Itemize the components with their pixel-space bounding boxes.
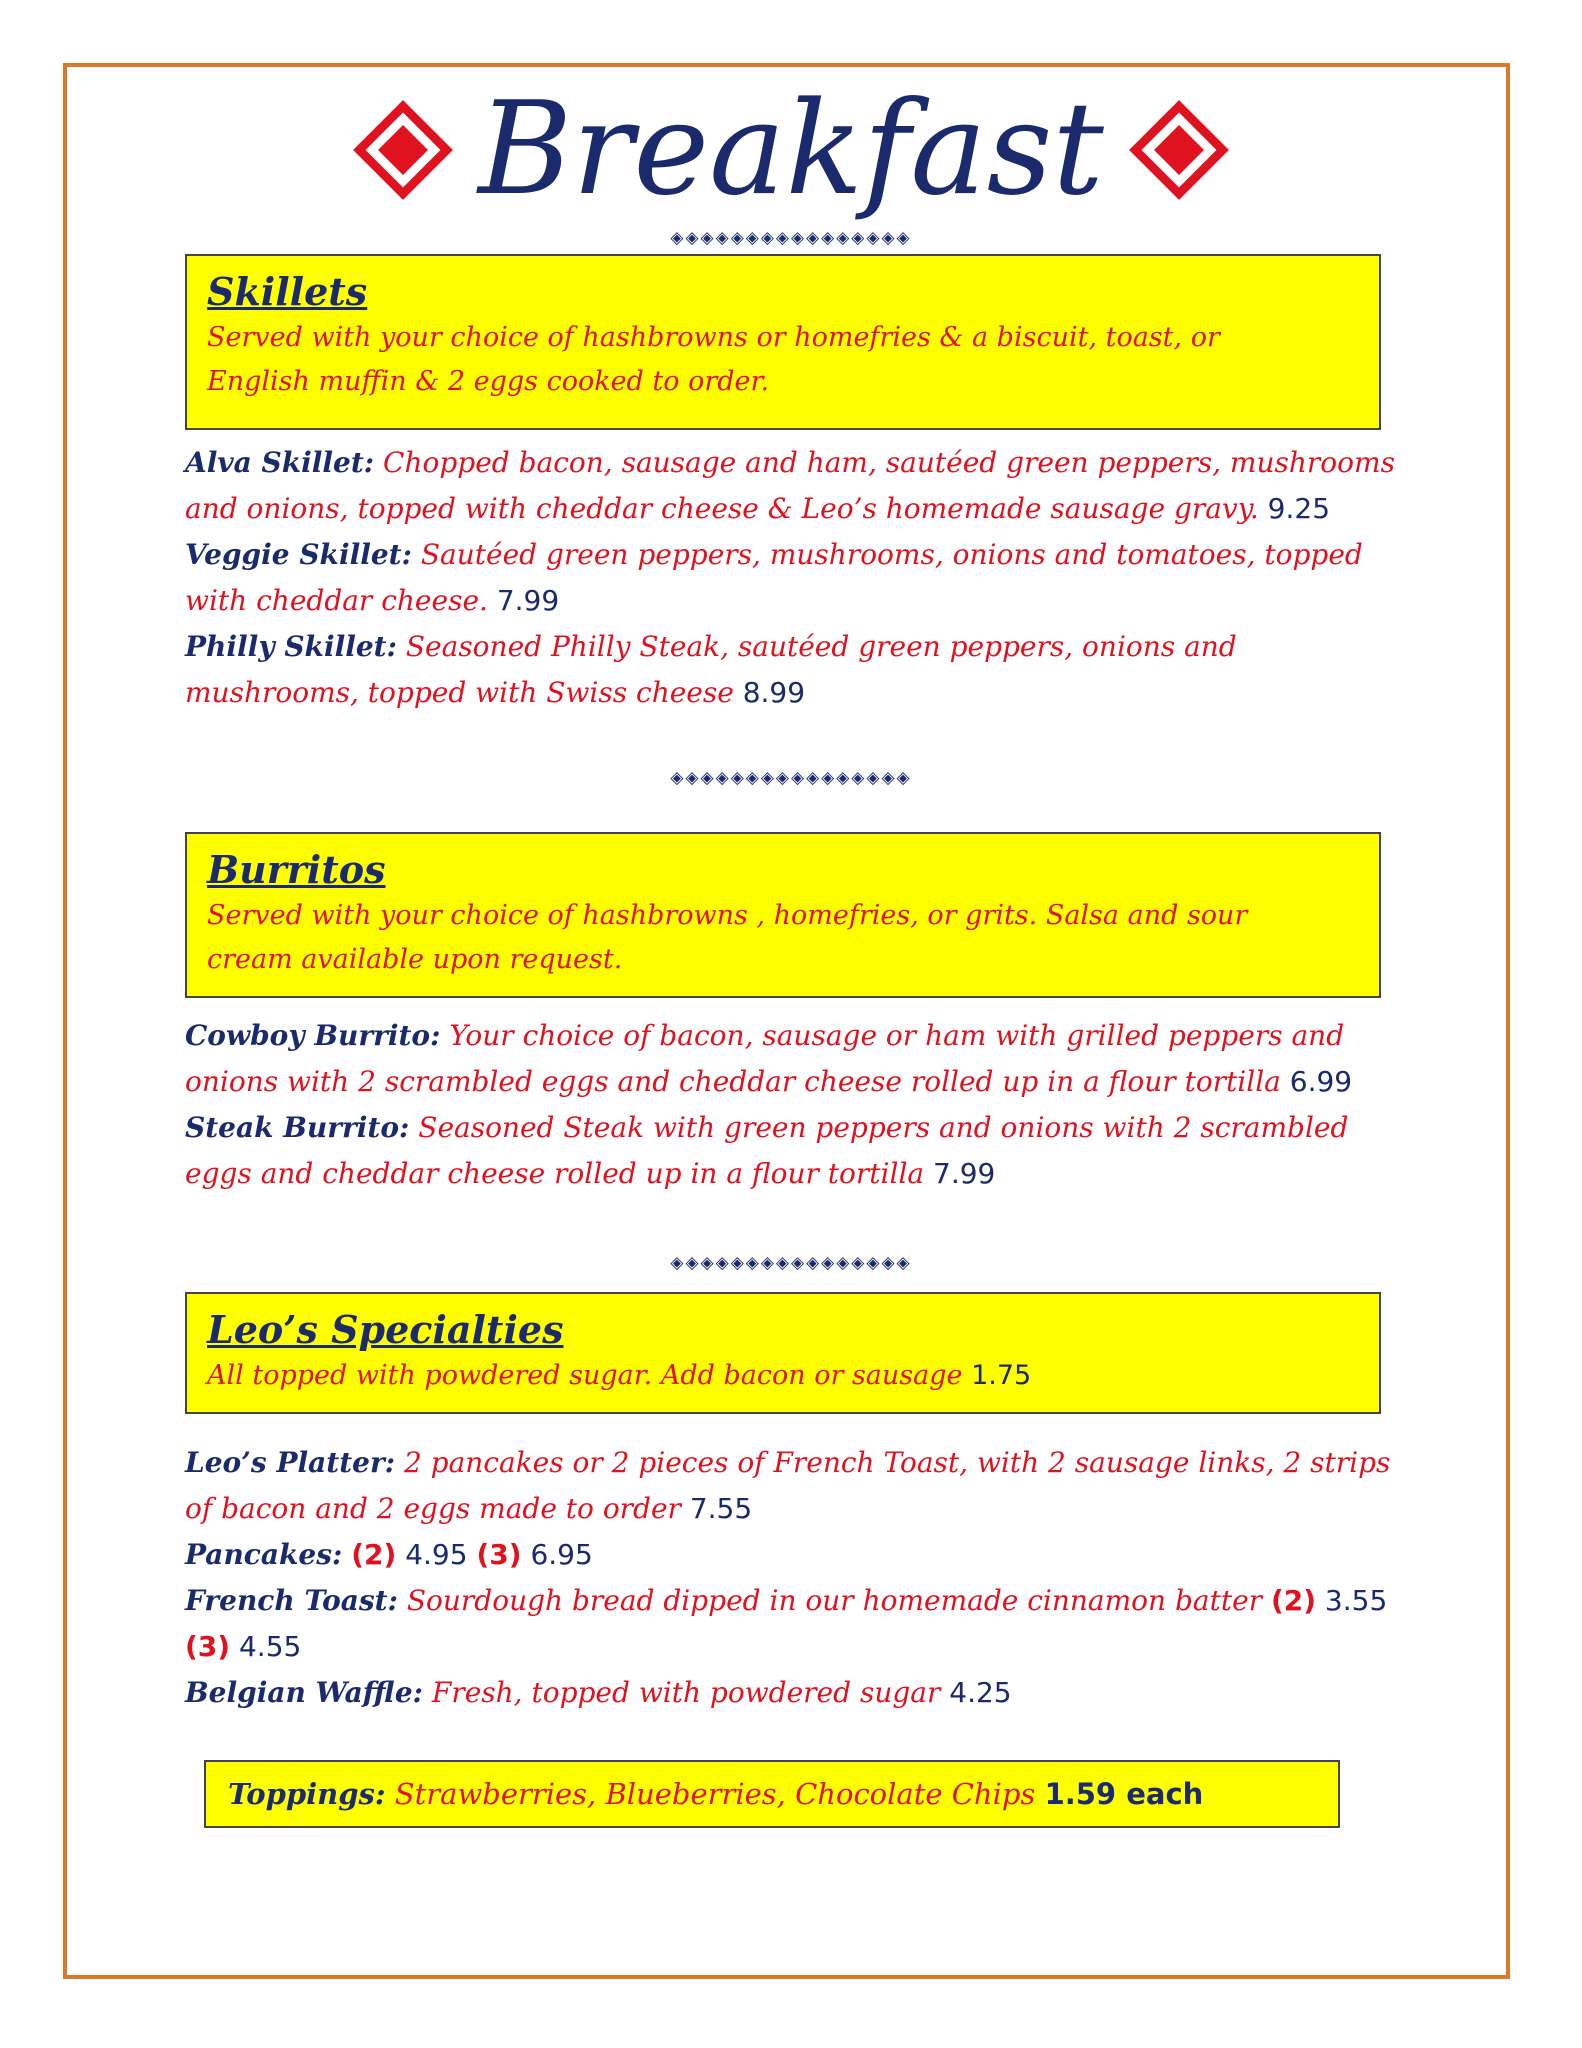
specialties-desc-text: All topped with powdered sugar. Add bacon or sausage [207,1360,972,1391]
item-name: French Toast: [185,1584,398,1617]
divider-3: ◈◈◈◈◈◈◈◈◈◈◈◈◈◈◈◈ [670,1253,912,1273]
item-name: Belgian Waffle: [185,1676,423,1709]
burritos-header-box [185,832,1381,998]
item-price: 6.99 [1289,1065,1353,1098]
toppings-desc: Strawberries, Blueberries, Chocolate Chips [385,1777,1045,1811]
menu-item [185,1670,1405,1716]
menu-item [185,1105,1405,1197]
item-price: 7.99 [933,1157,996,1190]
specialties-header-box [185,1292,1381,1414]
toppings-name: Toppings: [228,1777,386,1811]
item-desc: Chopped bacon, sausage and ham, sautéed green peppers, mushrooms and onions, topped with cheddar cheese & Leo’s homemade sausage gravy. [185,446,1395,525]
item-qty: (2) [1270,1584,1317,1617]
item-name: Leo’s Platter: [185,1446,396,1479]
item-desc: Seasoned Steak with green peppers and onions with 2 scrambled eggs and cheddar cheese rolled up in a flour tortilla [185,1111,1349,1190]
specialties-desc-price: 1.75 [971,1360,1032,1391]
divider-1: ◈◈◈◈◈◈◈◈◈◈◈◈◈◈◈◈ [670,228,912,248]
item-desc: Fresh, topped with powdered sugar [422,1676,950,1709]
skillets-title: Skillets [207,269,368,314]
title-row [0,75,1582,225]
item-price: 6.95 [530,1538,593,1571]
item-name: Cowboy Burrito: [185,1019,441,1052]
item-price: 4.95 [405,1538,468,1571]
item-price: 9.25 [1267,492,1331,525]
item-name: Alva Skillet: [185,446,375,479]
item-desc: Your choice of bacon, sausage or ham with grilled peppers and onions with 2 scrambled eggs and cheddar cheese rolled up in a flour tortilla [185,1019,1345,1098]
diamond-left-icon [351,98,455,202]
item-desc: Seasoned Philly Steak, sautéed green peppers, onions and mushrooms, topped with Swiss cheese [185,630,1237,709]
item-price: 7.99 [496,584,560,617]
skillets-list [185,440,1405,716]
item-desc: Sautéed green peppers, mushrooms, onions and tomatoes, topped with cheddar cheese. [185,538,1363,617]
item-qty: (2) [351,1538,397,1571]
item-qty: (3) [476,1538,522,1571]
item-desc: 2 pancakes or 2 pieces of French Toast, with 2 sausage links, 2 strips of bacon and 2 eggs made to order [185,1446,1391,1525]
item-price: 4.25 [949,1676,1012,1709]
menu-item [185,1013,1405,1105]
menu-item [185,532,1405,624]
menu-item [185,1440,1405,1532]
item-name: Philly Skillet: [185,630,397,663]
item-desc: Sourdough bread dipped in our homemade cinnamon batter [397,1584,1271,1617]
item-price: 4.55 [238,1630,302,1663]
burritos-title: Burritos [207,847,386,892]
menu-item [185,1578,1405,1670]
toppings-price: 1.59 each [1044,1777,1204,1811]
skillets-header-box [185,254,1381,430]
item-name: Steak Burrito: [185,1111,410,1144]
toppings-box [204,1760,1340,1828]
item-price: 3.55 [1324,1584,1388,1617]
item-qty: (3) [185,1630,231,1663]
diamond-right-icon [1127,98,1231,202]
burritos-desc-line2: cream available upon request. [207,944,623,975]
divider-2: ◈◈◈◈◈◈◈◈◈◈◈◈◈◈◈◈ [670,768,912,788]
item-name: Veggie Skillet: [185,538,412,571]
page-title: Breakfast [478,75,1104,224]
specialties-list [185,1440,1405,1716]
burritos-list [185,1013,1405,1197]
item-name: Pancakes: [185,1538,343,1571]
burritos-desc-line1: Served with your choice of hashbrowns , homefries, or grits. Salsa and sour [207,900,1248,931]
item-price: 8.99 [742,676,806,709]
skillets-desc-line1: Served with your choice of hashbrowns or homefries & a biscuit, toast, or [207,322,1220,353]
specialties-title: Leo’s Specialties [207,1307,564,1352]
item-price: 7.55 [689,1492,753,1525]
menu-item [185,1532,1405,1578]
menu-item [185,440,1405,532]
specialties-desc [207,1354,1359,1398]
menu-item [185,624,1405,716]
skillets-desc-line2: English muffin & 2 eggs cooked to order. [207,366,770,397]
